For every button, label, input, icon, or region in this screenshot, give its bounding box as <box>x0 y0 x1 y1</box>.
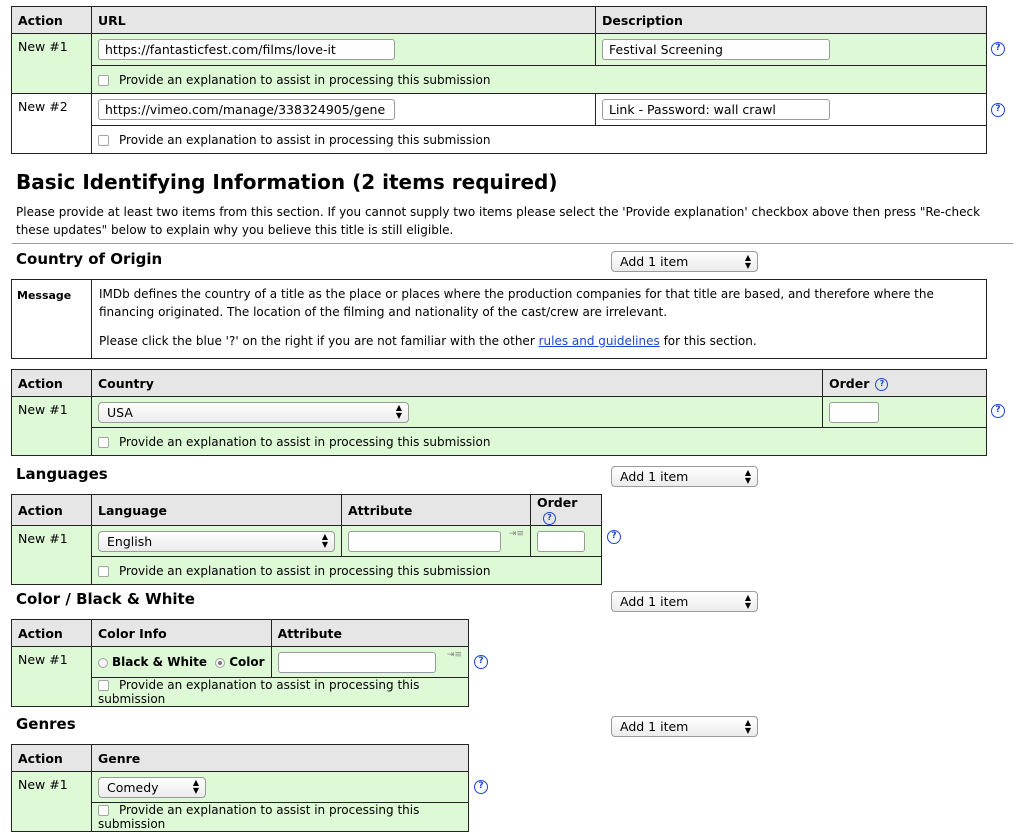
country-add-item-select[interactable] <box>611 251 758 272</box>
select-value: English <box>107 533 153 549</box>
explain-row <box>92 557 602 585</box>
select-arrows-icon: ▲ ▼ <box>395 403 402 420</box>
col-header-attribute: Attribute <box>271 620 468 647</box>
message-text <box>99 332 979 350</box>
row-action-label: New #1 <box>12 772 92 832</box>
color-add-item-select[interactable] <box>611 591 758 612</box>
url-input[interactable]: https://fantasticfest.com/films/love-it <box>98 39 395 60</box>
select-arrows-icon: ▲ ▼ <box>192 778 199 795</box>
order-label: Order <box>829 375 870 391</box>
select-arrows-icon: ▲ ▼ <box>744 467 751 485</box>
black-white-label: Black & White <box>112 655 208 669</box>
col-header-action: Action <box>12 370 92 397</box>
attribute-picker-icon[interactable]: ⇥≡ <box>508 529 524 539</box>
col-header-genre: Genre <box>92 745 469 772</box>
col-header-action: Action <box>12 620 92 647</box>
color-title: Color / Black & White <box>16 590 195 608</box>
select-value: Add 1 item <box>620 719 689 734</box>
message-body <box>92 280 986 358</box>
col-header-language: Language <box>92 495 342 526</box>
explain-row <box>92 803 469 832</box>
message-text-part: Please click the blue '?' on the right if you are not familiar with the other <box>99 334 539 348</box>
col-header-attribute: Attribute <box>342 495 531 526</box>
help-icon[interactable]: ? <box>991 103 1005 117</box>
col-header-action: Action <box>12 7 92 34</box>
select-value: Add 1 item <box>620 254 689 269</box>
explain-label: Provide an explanation to assist in processing this submission <box>119 563 491 578</box>
col-header-order <box>823 370 987 397</box>
row-action-label: New #1 <box>12 647 92 707</box>
message-box <box>11 279 987 359</box>
explain-checkbox[interactable] <box>98 437 109 448</box>
order-label: Order <box>537 495 578 510</box>
languages-add-item-select[interactable] <box>611 466 758 487</box>
table-row <box>12 526 602 557</box>
rules-guidelines-link[interactable]: rules and guidelines <box>538 334 660 348</box>
black-white-radio[interactable] <box>98 658 108 668</box>
description-input[interactable]: Link - Password: wall crawl <box>602 99 830 120</box>
explain-row <box>92 66 987 94</box>
explain-checkbox[interactable] <box>98 680 109 691</box>
color-table <box>11 619 469 707</box>
explain-checkbox[interactable] <box>98 805 109 816</box>
col-header-color-info: Color Info <box>92 620 272 647</box>
select-arrows-icon: ▲ ▼ <box>321 532 328 549</box>
select-arrows-icon: ▲ ▼ <box>744 717 751 735</box>
description-input[interactable]: Festival Screening <box>602 39 830 60</box>
col-header-url: URL <box>92 7 596 34</box>
genres-table <box>11 744 469 832</box>
genre-select[interactable] <box>98 777 206 798</box>
select-arrows-icon: ▲ ▼ <box>744 592 751 610</box>
col-header-description: Description <box>596 7 987 34</box>
select-arrows-icon: ▲ ▼ <box>744 252 751 270</box>
select-value: Comedy <box>107 779 159 795</box>
message-text: IMDb defines the country of a title as the place or places where the production companies for that title are based, and therefore where the financing originated. The location of the filming and nationality of the cast/crew are irrelevant. <box>99 287 934 319</box>
help-icon[interactable]: ? <box>991 42 1005 56</box>
table-row <box>12 772 469 803</box>
table-row <box>12 34 987 66</box>
explain-label: Provide an explanation to assist in processing this submission <box>98 803 420 831</box>
divider <box>12 243 1013 244</box>
help-icon[interactable]: ? <box>543 512 556 525</box>
col-header-action: Action <box>12 745 92 772</box>
country-title: Country of Origin <box>16 250 163 268</box>
select-value: Add 1 item <box>620 469 689 484</box>
color-radio[interactable] <box>215 658 225 668</box>
table-row <box>12 647 469 678</box>
languages-table <box>11 494 602 585</box>
explain-label: Provide an explanation to assist in processing this submission <box>119 434 491 449</box>
col-header-country: Country <box>92 370 823 397</box>
color-label: Color <box>229 655 265 669</box>
help-icon[interactable]: ? <box>607 530 621 544</box>
help-icon[interactable]: ? <box>991 404 1005 418</box>
attribute-picker-icon[interactable]: ⇥≡ <box>446 650 462 660</box>
col-header-action: Action <box>12 495 92 526</box>
explain-row <box>92 678 469 707</box>
row-action-label: New #1 <box>12 397 92 456</box>
row-action-label: New #1 <box>12 526 92 585</box>
help-icon[interactable]: ? <box>875 378 888 391</box>
row-action-label: New #1 <box>12 34 92 94</box>
row-action-label: New #2 <box>12 94 92 154</box>
select-value: Add 1 item <box>620 594 689 609</box>
help-icon[interactable]: ? <box>474 780 488 794</box>
select-value: USA <box>107 404 133 420</box>
help-icon[interactable]: ? <box>474 655 488 669</box>
country-table <box>11 369 987 456</box>
explain-label: Provide an explanation to assist in processing this submission <box>119 72 491 87</box>
order-input[interactable] <box>537 531 585 552</box>
explain-row <box>92 428 987 456</box>
url-input[interactable]: https://vimeo.com/manage/338324905/gene <box>98 99 395 120</box>
language-select[interactable] <box>98 531 335 552</box>
section-heading: Basic Identifying Information (2 items required) <box>16 170 558 194</box>
explain-row <box>92 126 987 154</box>
message-text-part: for this section. <box>659 334 757 348</box>
genres-title: Genres <box>16 715 76 733</box>
table-row <box>12 397 987 428</box>
explain-checkbox[interactable] <box>98 135 109 146</box>
section-intro: Please provide at least two items from this section. If you cannot supply two items please select the 'Provide explanation' checkbox above then press "Re-check these updates" below to explain why you believe this title is still eligible. <box>16 205 981 237</box>
message-label: Message <box>12 280 92 358</box>
explain-label: Provide an explanation to assist in processing this submission <box>98 678 420 706</box>
genres-add-item-select[interactable] <box>611 716 758 737</box>
languages-title: Languages <box>16 465 108 483</box>
attribute-input[interactable] <box>348 531 501 552</box>
table-row <box>12 94 987 126</box>
attribute-input[interactable] <box>278 652 436 673</box>
explain-label: Provide an explanation to assist in processing this submission <box>119 132 491 147</box>
explain-checkbox[interactable] <box>98 75 109 86</box>
links-table <box>11 6 987 154</box>
col-header-order <box>531 495 602 526</box>
order-input[interactable] <box>829 402 879 423</box>
country-select[interactable] <box>98 402 409 423</box>
explain-checkbox[interactable] <box>98 566 109 577</box>
